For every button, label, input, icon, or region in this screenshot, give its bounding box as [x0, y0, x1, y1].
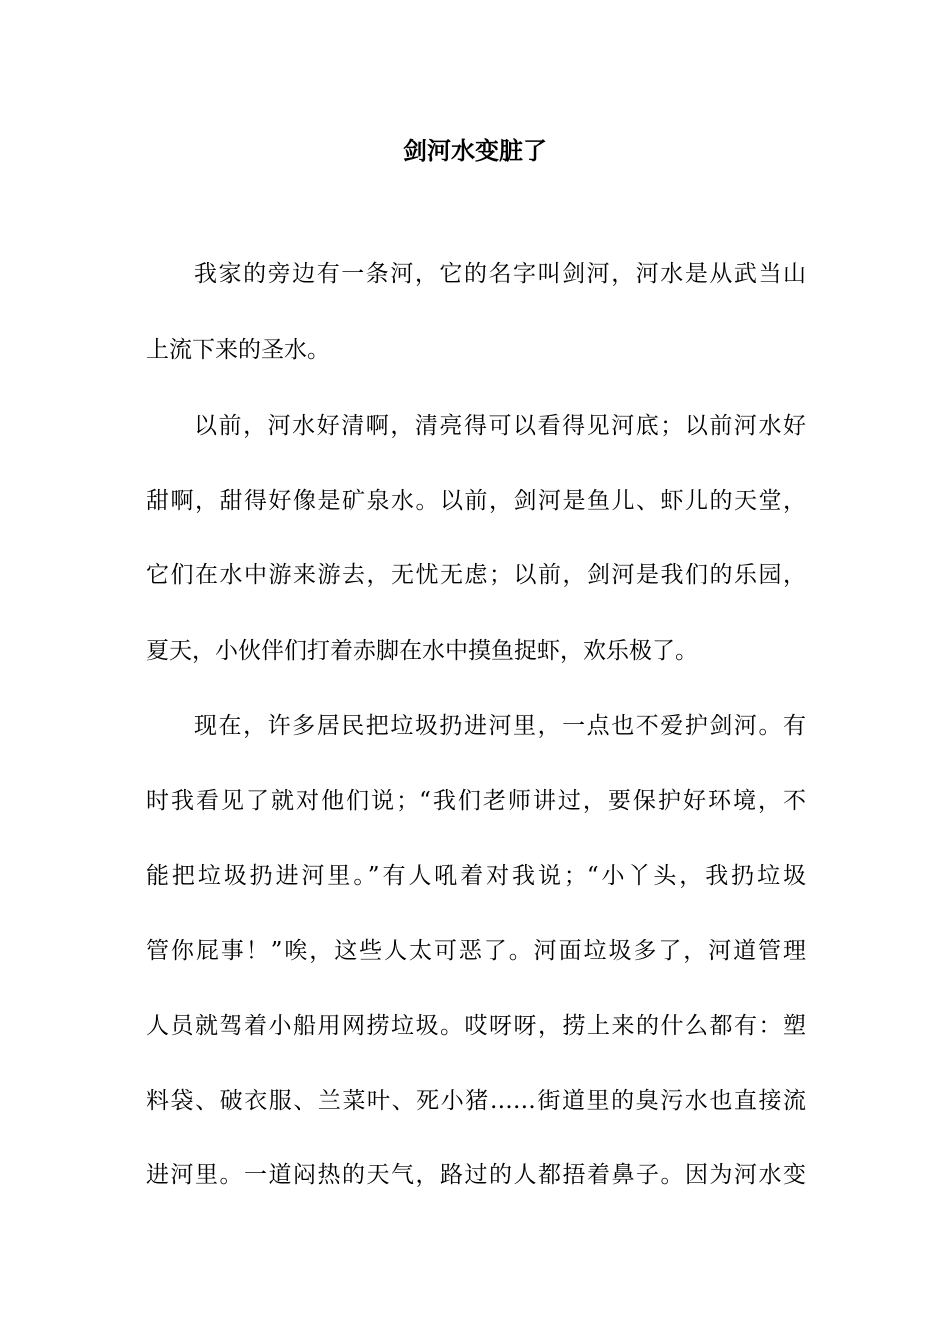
paragraph-3-line-6: 料袋、破衣服、兰菜叶、死小猪……街道里的臭污水也直接流	[146, 1088, 806, 1114]
paragraph-3-line-1: 现在，许多居民把垃圾扔进河里，一点也不爱护剑河。有	[194, 713, 806, 739]
paragraph-3-line-7: 进河里。一道闷热的天气，路过的人都捂着鼻子。因为河水变	[146, 1162, 806, 1188]
paragraph-1-line-2: 上流下来的圣水。	[146, 337, 330, 363]
paragraph-2-line-4: 夏天，小伙伴们打着赤脚在水中摸鱼捉虾，欢乐极了。	[146, 638, 698, 664]
paragraph-3-line-5: 人员就驾着小船用网捞垃圾。哎呀呀，捞上来的什么都有：塑	[146, 1013, 806, 1039]
paragraph-3-line-2: 时我看见了就对他们说；“我们老师讲过，要保护好环境，不	[146, 788, 806, 814]
document-title: 剑河水变脏了	[403, 137, 547, 165]
paragraph-2-line-3: 它们在水中游来游去，无忧无虑；以前，剑河是我们的乐园，	[146, 562, 806, 588]
paragraph-1-line-1: 我家的旁边有一条河，它的名字叫剑河，河水是从武当山	[194, 261, 806, 287]
paragraph-2-line-1: 以前，河水好清啊，清亮得可以看得见河底；以前河水好	[194, 413, 806, 439]
paragraph-3-line-4: 管你屁事！”唉，这些人太可恶了。河面垃圾多了，河道管理	[146, 938, 806, 964]
paragraph-2-line-2: 甜啊，甜得好像是矿泉水。以前，剑河是鱼儿、虾儿的天堂，	[146, 488, 806, 514]
paragraph-3-line-3: 能把垃圾扔进河里。”有人吼着对我说；“小丫头，我扔垃圾	[146, 863, 806, 889]
